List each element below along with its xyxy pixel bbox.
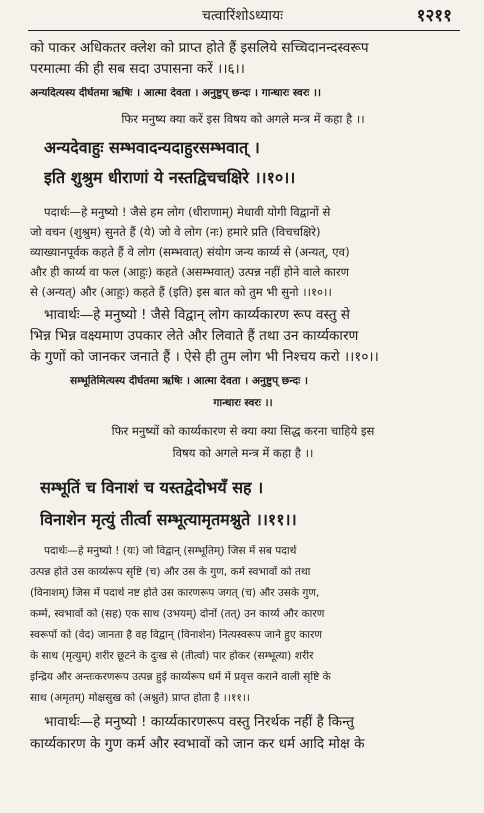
padartha-line: स्वरूपों को (वेद) जानता है वह विद्वान् (विनाशेन) नित्यस्वरूप जाने हुए कारण xyxy=(30,629,323,641)
bhavartha-line: भावार्थः—हे मनुष्यो ! जैसे विद्वान् लोग कार्य्यकारण रूप वस्तु से xyxy=(44,307,350,323)
chapter-title: चत्वारिंशोऽध्यायः xyxy=(202,8,284,24)
header-rule xyxy=(28,30,460,31)
padartha-line: पदार्थः—हे मनुष्यो ! जैसे हम लोग (धीराणाम्) मेधावी योगी विद्वानों से xyxy=(44,205,331,219)
padartha-line: से (अन्यत्) और (आहुः) कहते हैं (इति) इस बात को तुम भी सुनो ।।१०।। xyxy=(30,285,332,299)
bhavartha-line: भिन्न भिन्न वक्ष्यमाण उपकार लेते और लिवाते हैं तथा उन कार्य्यकारण xyxy=(30,328,359,344)
mantra-meta-line: अन्यदित्यस्य दीर्घतमा ऋषिः । आत्मा देवता । अनुष्टुप् छन्दः । गान्धारः स्वरः ।। xyxy=(30,87,322,99)
page-number: १२११ xyxy=(416,6,452,26)
padartha-line: जो वचन (शुश्रुम) सुनते हैं (ये) जो वे लोग (नः) हमारे प्रति (विचचक्षिरे) xyxy=(30,225,321,239)
mantra-line: सम्भूतिं च विनाशं च यस्तद्वेदोभयँ सह । xyxy=(40,478,264,497)
mantra-meta-line: सम्भूतिमित्यस्य दीर्घतमा ऋषिः । आत्मा देवता । अनुष्टुप् छन्दः । xyxy=(70,375,308,387)
mantra-line: अन्यदेवाहुः सम्भवादन्यदाहुरसम्भवात् । xyxy=(44,138,260,157)
padartha-line: साथ (अमृतम्) मोक्षसुख को (अश्नुते) प्राप्त होता है ।।११।। xyxy=(30,692,250,704)
padartha-line: के साथ (मृत्युम्) शरीर छूटने के दुःख से (तीर्त्वा) पार होकर (सम्भूत्या) शरीर xyxy=(30,650,314,662)
section-intro-line: फिर मनुष्यों को कार्य्यकारण से क्या क्या सिद्ध करना चाहिये इस xyxy=(111,424,375,438)
section-intro-line: फिर मनुष्य क्या करें इस विषय को अगले मन्त्र में कहा है ।। xyxy=(121,112,365,126)
text-line: को पाकर अधिकतर क्लेश को प्राप्त होते हैं इसलिये सच्चिदानन्दस्वरूप xyxy=(30,40,369,56)
section-intro-line: विषय को अगले मन्त्र में कहा है ।। xyxy=(172,446,314,460)
padartha-line: (विनाशम्) जिस में पदार्थ नष्ट होते उस कारणरूप जगत् (च) और उसके गुण, xyxy=(30,587,320,599)
padartha-line: व्याख्यानपूर्वक कहते हैं वे लोग (सम्भवात्) संयोग जन्य कार्य्य से (अन्यत्, एव) xyxy=(30,245,350,259)
text-line: परमात्मा की ही सब सदा उपासना करें ।।६।। xyxy=(30,61,245,77)
padartha-line: कर्म्म, स्वभावों को (सह) एक साथ (उभयम्) दोनों (तत्) उन कार्य्य और कारण xyxy=(30,608,325,620)
bhavartha-line: के गुणों को जानकर जनाते हैं । ऐसे ही तुम लोग भी निश्चय करो ।।१०।। xyxy=(30,349,379,365)
bhavartha-line: कार्य्यकारण के गुण कर्म और स्वभावों को जान कर धर्म आदि मोक्ष के xyxy=(30,736,365,752)
padartha-line: और ही कार्य्य वा फल (आहुः) कहते (असम्भवात्) उत्पन्न नहीं होने वाले कारण xyxy=(30,265,350,279)
mantra-meta-line: गान्धारः स्वरः ।। xyxy=(213,397,273,409)
bhavartha-line: भावार्थः—हे मनुष्यो ! कार्य्यकारणरूप वस्तु निरर्थक नहीं है किन्तु xyxy=(44,714,355,730)
running-header xyxy=(30,6,456,28)
mantra-line: इति शुश्रुम धीराणां ये नस्तद्विचचक्षिरे ।।१०।। xyxy=(44,168,296,187)
padartha-line: इन्द्रिय और अन्तःकरणरूप उत्पन्न हुई कार्य्यरूप धर्म में प्रवृत्त कराने वाली सृष्टि के xyxy=(30,671,331,683)
padartha-line: उत्पन्न होते उस कार्य्यरूप सृष्टि (च) और उस के गुण, कर्म स्वभावों को तथा xyxy=(30,566,311,578)
padartha-line: पदार्थः—हे मनुष्यो ! (यः) जो विद्वान् (सम्भूतिम्) जिस में सब पदार्थ xyxy=(44,545,297,557)
mantra-line: विनाशेन मृत्युं तीर्त्वा सम्भूत्यामृतमश्नुते ।।११।। xyxy=(40,510,297,529)
